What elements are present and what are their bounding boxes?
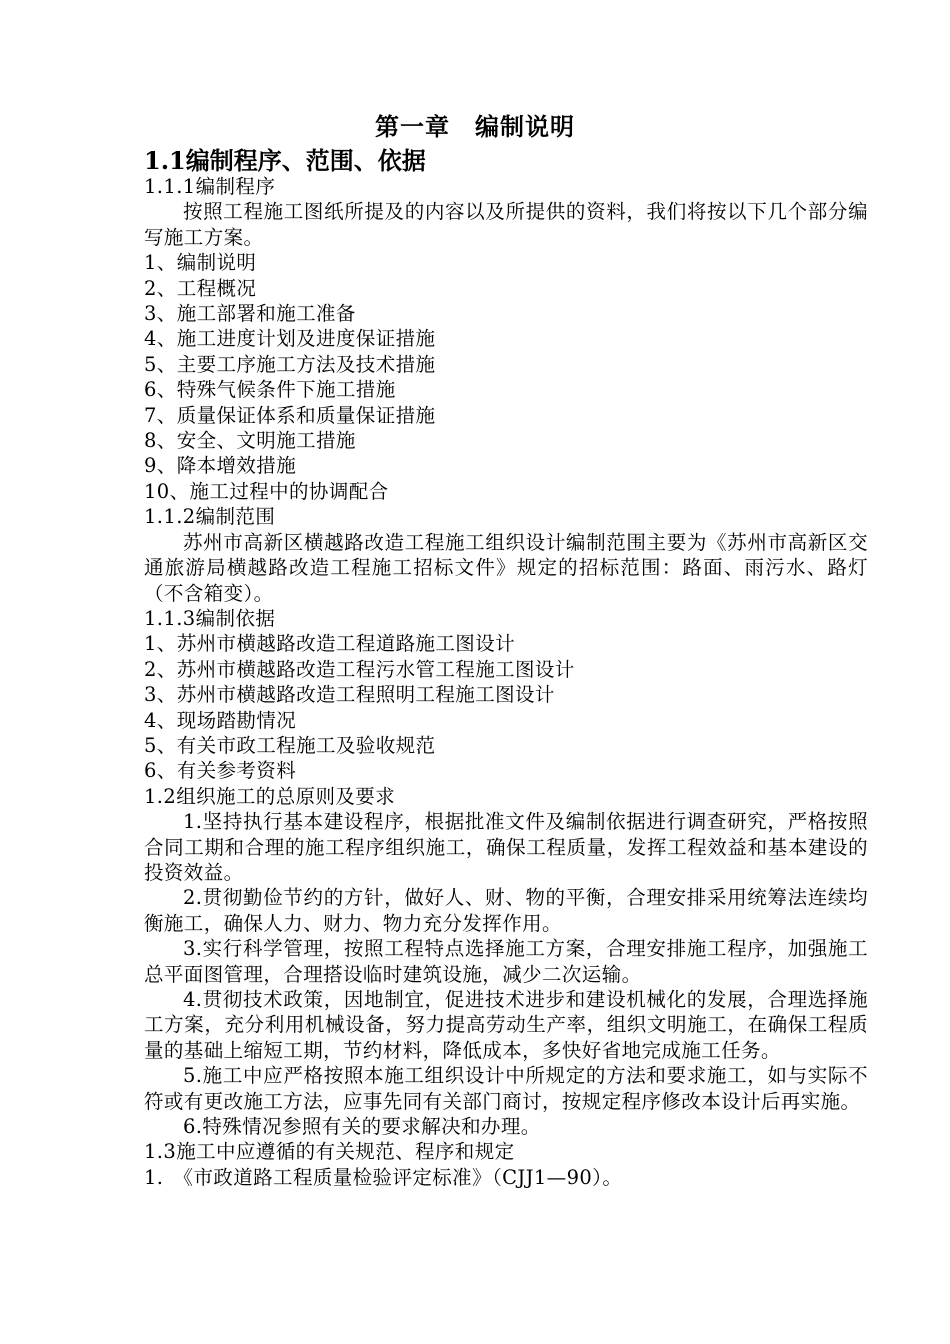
- list-item: 6、特殊气候条件下施工措施: [144, 378, 396, 402]
- list-item: 6、有关参考资料: [144, 759, 297, 783]
- section-heading-1-2: 1.2组织施工的总原则及要求: [144, 784, 396, 808]
- principle-paragraph: 1.坚持执行基本建设程序，根据批准文件及编制依据进行调查研究，严格按照合同工期和合理的施工程序组织施工，确保工程质量，发挥工程效益和基本建设的投资效益。: [144, 810, 868, 884]
- principle-paragraph: 5.施工中应严格按照本施工组织设计中所规定的方法和要求施工，如与实际不符或有更改施工方法，应事先同有关部门商讨，按规定程序修改本设计后再实施。: [144, 1064, 868, 1113]
- section-title-1-1: 1.1编制程序、范围、依据: [144, 146, 426, 175]
- paragraph-scope: 苏州市高新区横越路改造工程施工组织设计编制范围主要为《苏州市高新区交通旅游局横越路改造工程施工招标文件》规定的招标范围：路面、雨污水、路灯（不含箱变）。: [144, 530, 868, 605]
- list-item: 3、施工部署和施工准备: [144, 302, 356, 326]
- list-item: 4、施工进度计划及进度保证措施: [144, 327, 436, 351]
- principle-paragraph: 3.实行科学管理，按照工程特点选择施工方案，合理安排施工程序，加强施工总平面图管理，合理搭设临时建筑设施，减少二次运输。: [144, 937, 868, 986]
- list-item: 10、施工过程中的协调配合: [144, 479, 389, 503]
- list-item: 7、质量保证体系和质量保证措施: [144, 403, 436, 427]
- list-item: 5、主要工序施工方法及技术措施: [144, 352, 436, 376]
- principle-paragraph: 6.特殊情况参照有关的要求解决和办理。: [183, 1115, 541, 1139]
- chapter-title: 第一章 编制说明: [375, 112, 575, 141]
- list-item: 5、有关市政工程施工及验收规范: [144, 733, 436, 757]
- principle-paragraph: 4.贯彻技术政策，因地制宜，促进技术进步和建设机械化的发展，合理选择施工方案，充分利用机械设备，努力提高劳动生产率，组织文明施工，在确保工程质量的基础上缩短工期，节约材料，降低成本，多快好省地完成施工任务。: [144, 988, 868, 1062]
- list-item: 2、苏州市横越路改造工程污水管工程施工图设计: [144, 657, 575, 681]
- section-heading-1-3: 1.3施工中应遵循的有关规范、程序和规定: [144, 1140, 515, 1164]
- list-item: 4、现场踏勘情况: [144, 708, 297, 732]
- list-item: 1、苏州市横越路改造工程道路施工图设计: [144, 632, 516, 656]
- paragraph-intro: 按照工程施工图纸所提及的内容以及所提供的资料，我们将按以下几个部分编写施工方案。: [144, 200, 868, 249]
- subsection-heading-1-1-1: 1.1.1编制程序: [144, 175, 276, 198]
- list-item: 2、工程概况: [144, 276, 257, 300]
- standard-reference-item: 1. 《市政道路工程质量检验评定标准》（CJJ1—90）。: [144, 1165, 623, 1189]
- list-item: 8、安全、文明施工措施: [144, 429, 356, 453]
- subsection-heading-1-1-3: 1.1.3编制依据: [144, 606, 276, 630]
- principle-paragraph: 2.贯彻勤俭节约的方针，做好人、财、物的平衡，合理安排采用统筹法连续均衡施工，确保人力、财力、物力充分发挥作用。: [144, 886, 868, 935]
- document-body: [144, 174, 868, 1190]
- list-item: 9、降本增效措施: [144, 454, 297, 478]
- subsection-heading-1-1-2: 1.1.2编制范围: [144, 505, 276, 529]
- list-item: 1、编制说明: [144, 251, 257, 275]
- list-item: 3、苏州市横越路改造工程照明工程施工图设计: [144, 683, 555, 707]
